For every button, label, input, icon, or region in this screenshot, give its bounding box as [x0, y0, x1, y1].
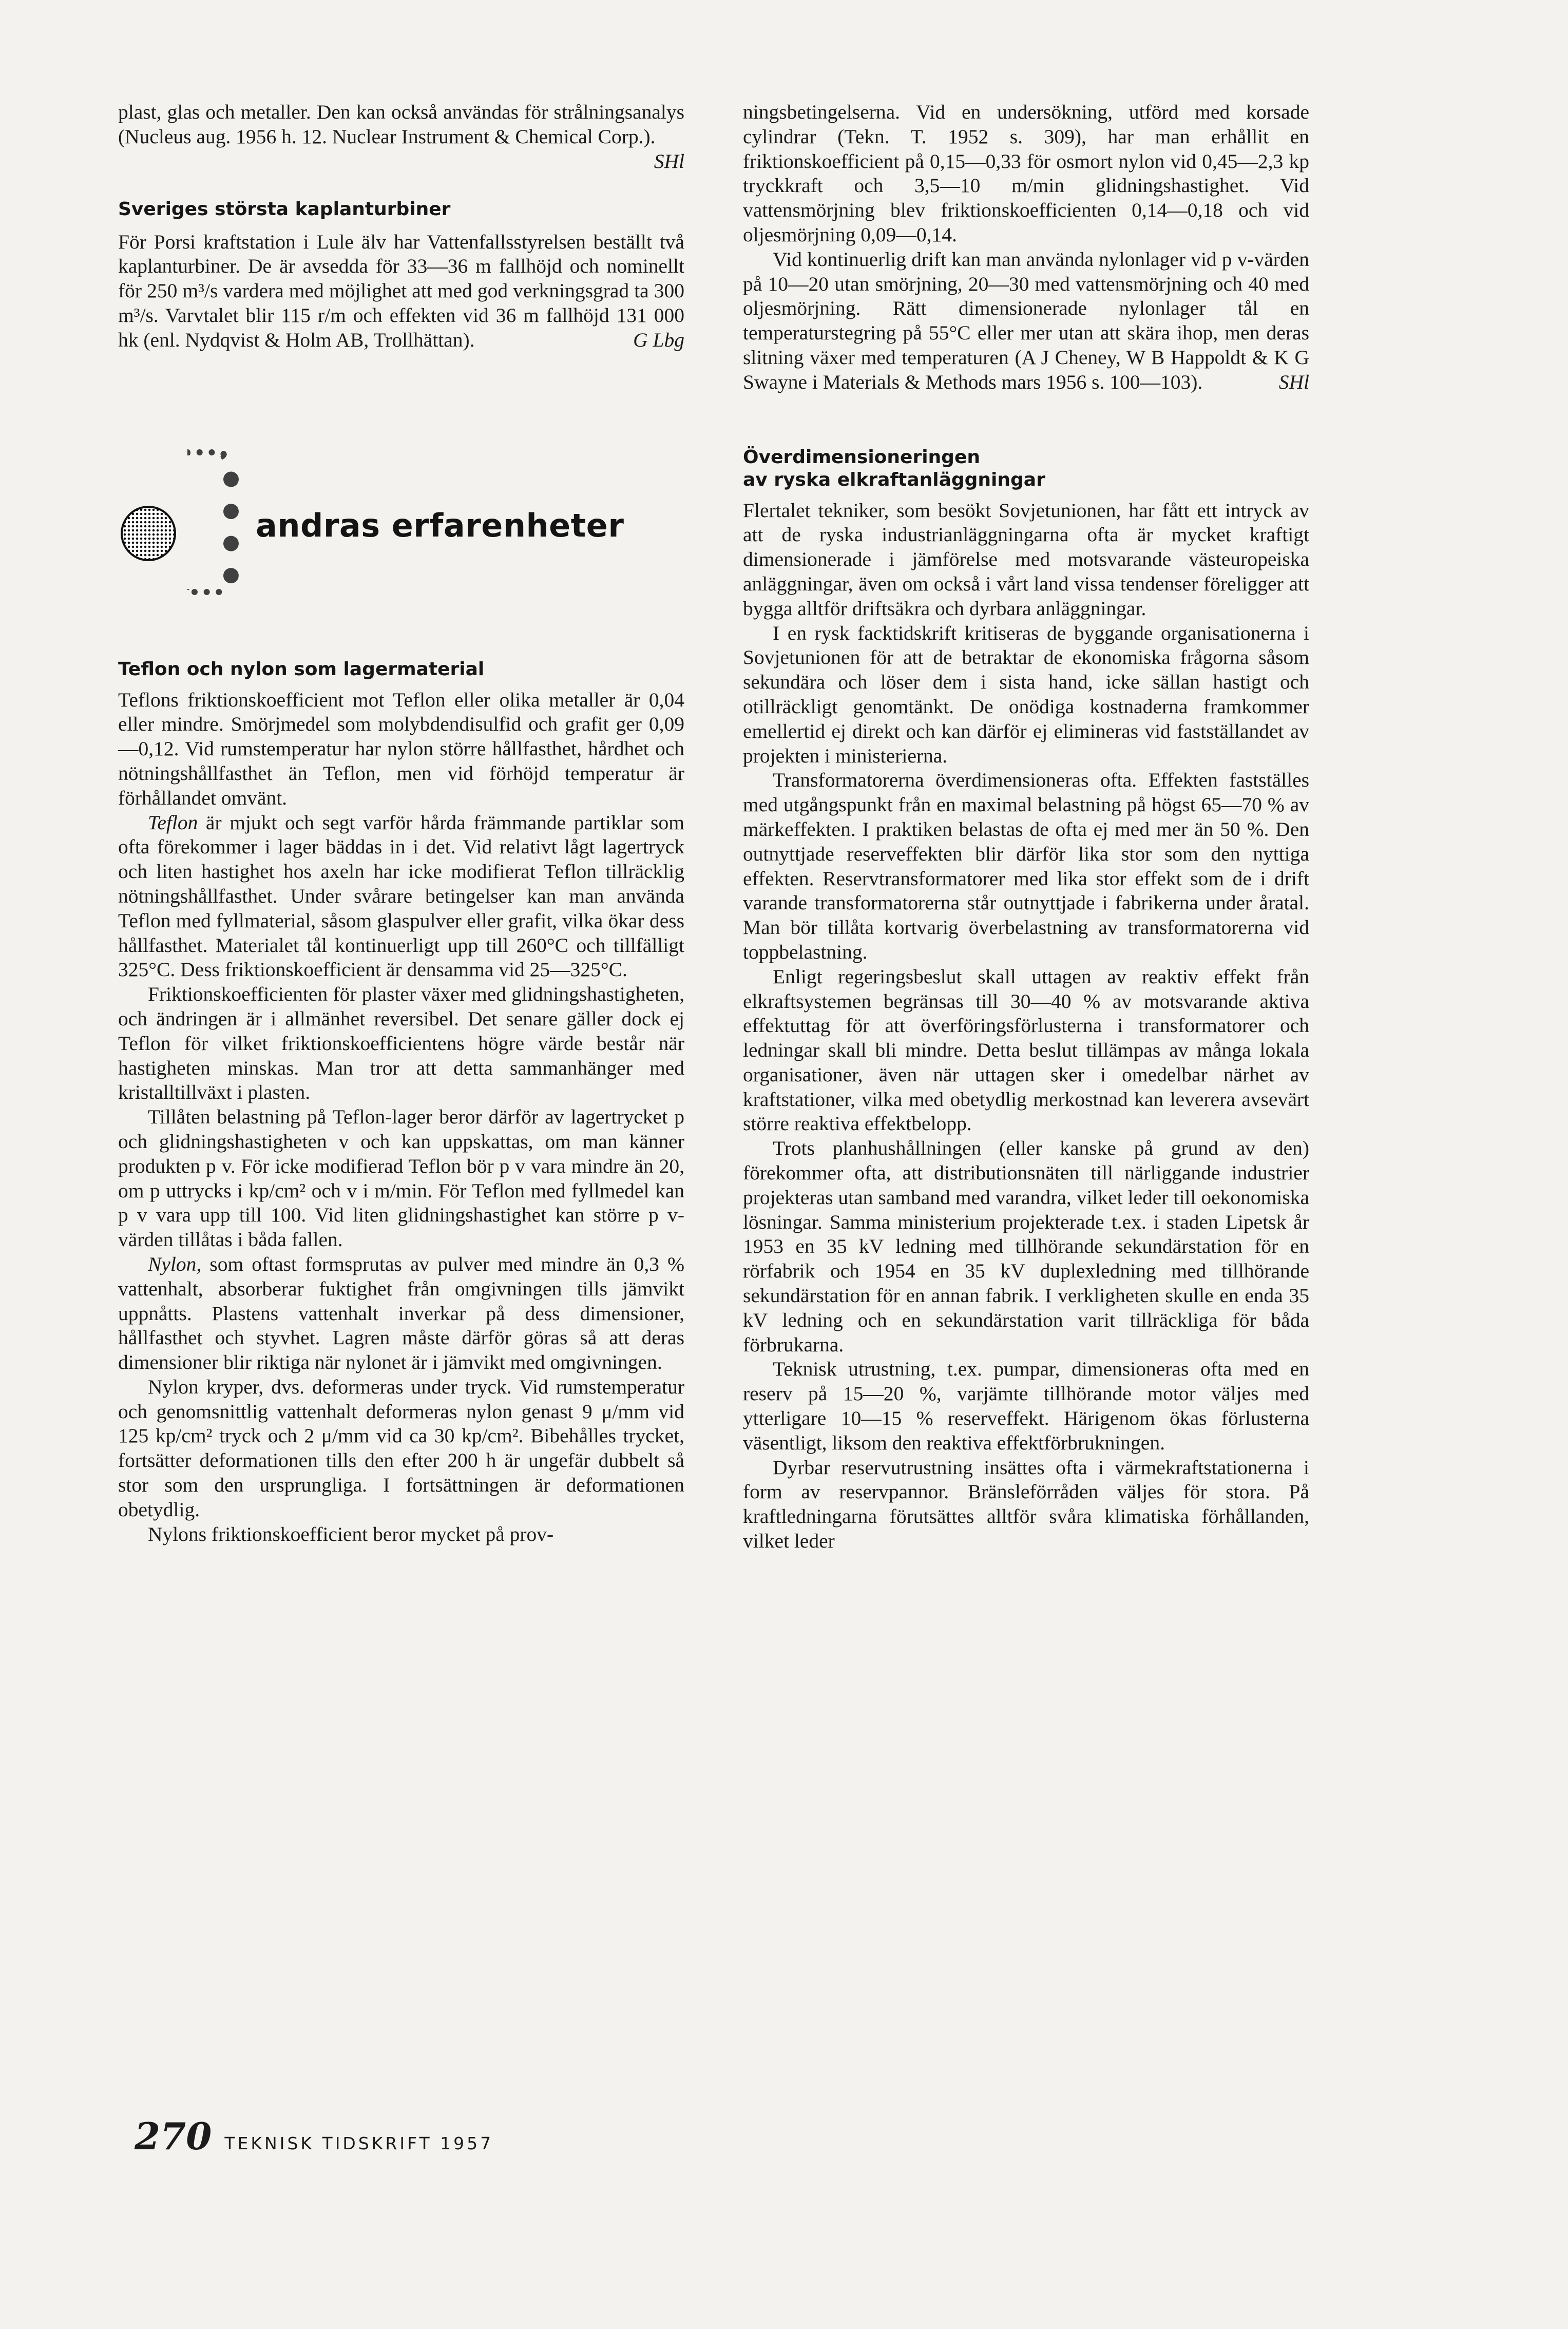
page-number: 270 — [135, 2114, 212, 2158]
left-column — [118, 100, 684, 1547]
heading-overdimension-line2: av ryska elkraftanläggningar — [743, 469, 1045, 490]
intro-paragraph: plast, glas och metaller. Den kan också användas för strålningsanalys (Nucleus aug. 1956 h. 12. Nuclear Instrument & Chemical Corp.). SHl — [118, 100, 684, 149]
author-signature: G Lbg — [633, 328, 684, 351]
nylon-paragraph-2: Nylon kryper, dvs. deformeras under tryck. Vid rumstemperatur och genomsnittlig vattenhalt deformeras nylon genast 9 μ/mm vid 125 kp/cm² tryck och 2 μ/mm vid ca 30 kp/cm². Bibehålles trycket, fortsätter deformationen tills den efter 200 h är ungefär dubbelt så stor som den ursprungliga. I fortsättningen är deformationen obetydlig. — [118, 1375, 684, 1521]
heading-overdimension-line1: Överdimensioneringen — [743, 446, 980, 468]
author-signature: SHl — [654, 149, 684, 173]
page-footer — [135, 2114, 493, 2158]
heading-kaplan: Sveriges största kaplanturbiner — [118, 198, 451, 220]
teflon-paragraph-1: Teflons friktionskoefficient mot Teflon eller olika metaller är 0,04 eller mindre. Smörjmedel som molybdendisulfid och grafit ger 0,09—0,12. Vid rumstemperatur har nylon större hållfasthet, hårdhet och nötningshållfasthet än Teflon, men vid förhöjd temperatur är förhållandet omvänt. — [118, 688, 684, 809]
halftone-dot-icon — [121, 506, 176, 561]
teflon-paragraph-2: Teflon är mjukt och segt varför hårda främmande partiklar som ofta förekommer i lager bäddas in i det. Vid relativt lågt lagertryck och liten hastighet hos axeln har icke modifierat Teflon tillräcklig nötningshållfasthet. Under svårare betingelser kan man använda Teflon med fyllmaterial, såsom glaspulver eller grafit, vilka ökar dess hållfasthet. Materialet tål kontinuerligt upp till 260°C och tillfälligt 325°C. Dess friktionskoefficient är densamma vid 25—325°C. — [118, 811, 684, 981]
nylon-paragraph-3: Nylons friktionskoefficient beror mycket på prov- — [148, 1522, 554, 1545]
overdim-paragraph-4: Enligt regeringsbeslut skall uttagen av reaktiv effekt från elkraftsystemen begränsas till 30—40 % av motsvarande aktiva effektuttag för att överföringsförlusterna i transformatorer och ledningar skall bli mindre. Detta beslut tillämpas av många lokala organisationer, även när uttagen sker i omedelbar närhet av kraftstationer, vilka med obetydlig merkostnad kan leverera avsevärt större reaktiva effektbelopp. — [743, 965, 1309, 1135]
nylon-lead: Nylon, — [148, 1252, 202, 1275]
overdim-paragraph-1: Flertalet tekniker, som besökt Sovjetunionen, har fått ett intryck av att de ryska industrianläggningarna ofta är mycket kraftigt dimensionerade i jämförelse med motsvarande västeuropeiska anläggningar, även om också i vårt land vissa tendenser föreligger att bygga alltför driftsäkra och dyrbara anläggningar. — [743, 499, 1309, 620]
teflon-paragraph-4: Tillåten belastning på Teflon-lager beror därför av lagertrycket p och glidningshastigheten v och kan uppskattas, om man känner produkten p v. För icke modifierad Teflon bör p v vara mindre än 20, om p uttrycks i kp/cm² och v i m/min. För Teflon med fyllmedel kan p v vara upp till 100. Vid liten glidningshastighet kan större p v-värden tillåtas i båda fallen. — [118, 1105, 684, 1251]
kaplan-paragraph: För Porsi kraftstation i Lule älv har Vattenfallsstyrelsen beställt två kaplanturbiner. De är avsedda för 33—36 m fallhöjd och nominellt för 250 m³/s vardera med möjlighet att med god verkningsgrad ta 300 m³/s. Varvtalet blir 115 r/m och effekten vid 36 m fallhöjd 131 000 hk (enl. Nydqvist & Holm AB, Trollhättan). G Lbg — [118, 230, 684, 353]
section-title: andras erfarenheter — [256, 506, 624, 544]
section-emblem — [118, 445, 684, 594]
overdim-paragraph-6: Teknisk utrustning, t.ex. pumpar, dimensioneras ofta med en reserv på 15—20 %, varjämte tillhörande motor väljes med ytterligare 10—15 % reserveffekt. Härigenom ökas förlusterna väsentligt, liksom den reaktiva effektförbrukningen. — [743, 1358, 1309, 1454]
nylon-continued-paragraph: ningsbetingelserna. Vid en undersökning, utförd med korsade cylindrar (Tekn. T. 1952 s. 309), har man erhållit en friktionskoefficient på 0,15—0,33 för osmort nylon vid 0,45—2,3 kp tryckkraft och 3,5—10 m/min glidningshastighet. Vid vattensmörjning blev friktionskoefficienten 0,14—0,18 och vid oljesmörjning 0,09—0,14. — [743, 101, 1309, 246]
heading-teflon-nylon: Teflon och nylon som lagermaterial — [118, 658, 485, 680]
nylon-paragraph-1: Nylon, som oftast formsprutas av pulver med mindre än 0,3 % vattenhalt, absorberar fuktighet från omgivningen tills jämvikt uppnåtts. Plastens vattenhalt inverkar på dess dimensioner, hållfasthet och styvhet. Lagren måste därför göras så att deras dimensioner blir riktiga när nylonet är i jämvikt med omgivningen. — [118, 1252, 684, 1374]
overdim-paragraph-7: Dyrbar reservutrustning insättes ofta i värmekraftstationerna i form av reservpannor. Bränsleförråden väljes för stora. På kraftledningarna förutsättes alltför svåra klimatiska förhållanden, vilket leder — [743, 1456, 1309, 1553]
teflon-lead: Teflon — [148, 811, 198, 834]
overdim-paragraph-5: Trots planhushållningen (eller kanske på grund av den) förekommer ofta, att distributionsnäten till närliggande industrier projekteras utan samband med varandra, vilket leder till oekonomiska lösningar. Samma ministerium projekterade t.ex. i staden Lipetsk år 1953 en 35 kV ledning med tillhörande sekundärstation för en rörfabrik och 1954 en 35 kV duplexledning med tillhörande sekundärstation för en annan fabrik. I verkligheten skulle en enda 35 kV ledning och en sekundärstation varit tillräckliga för båda förbrukarna. — [743, 1137, 1309, 1356]
bracket-icon — [187, 449, 239, 595]
overdim-paragraph-3: Transformatorerna överdimensioneras ofta. Effekten fastställes med utgångspunkt från en maximal belastning på högst 65—70 % av märkeffekten. I praktiken belastas de ofta ej med mer än 50 %. Den outnyttjade reserveffekten blir därför lika stor som den nyttiga effekten. Reservtransformatorer med lika stor effekt som de i drift varande transformatorerna står outnyttjade i fabrikerna under åratal. Man bör tillåta kortvarig överbelastning av transformatorerna vid toppbelastning. — [743, 769, 1309, 963]
nylon-lager-paragraph: Vid kontinuerlig drift kan man använda nylonlager vid p v-värden på 10—20 utan smörjning, 20—30 med vattensmörjning och 40 med oljesmörjning. Rätt dimensionerade nylonlager tål en temperaturstegring på 55°C eller mer utan att skära ihop, men deras slitning växer med temperaturen (A J Cheney, W B Happoldt & K G Swayne i Materials & Methods mars 1956 s. 100—103). SHl — [743, 247, 1309, 395]
teflon-paragraph-3: Friktionskoefficienten för plaster växer med glidningshastigheten, och ändringen är i allmänhet reversibel. Det senare gäller dock ej Teflon för vilket friktionskoefficientens högre värde består när hastigheten minskas. Man tror att detta sammanhänger med kristalltillväxt i plasten. — [118, 983, 684, 1104]
journal-name: TEKNISK TIDSKRIFT 1957 — [224, 2133, 494, 2153]
overdim-paragraph-2: I en rysk facktidskrift kritiseras de byggande organisationerna i Sovjetunionen för att de betraktar de ekonomiska frågorna såsom sekundära och löser dem i sista hand, icke sällan hastigt och otillräckligt genomtänkt. De onödiga kostnaderna framkommer emellertid ej direkt och kan därför ej elimineras vid fastställandet av projekten i ministerierna. — [743, 621, 1309, 767]
author-signature: SHl — [1278, 370, 1309, 393]
right-column — [743, 100, 1309, 1554]
